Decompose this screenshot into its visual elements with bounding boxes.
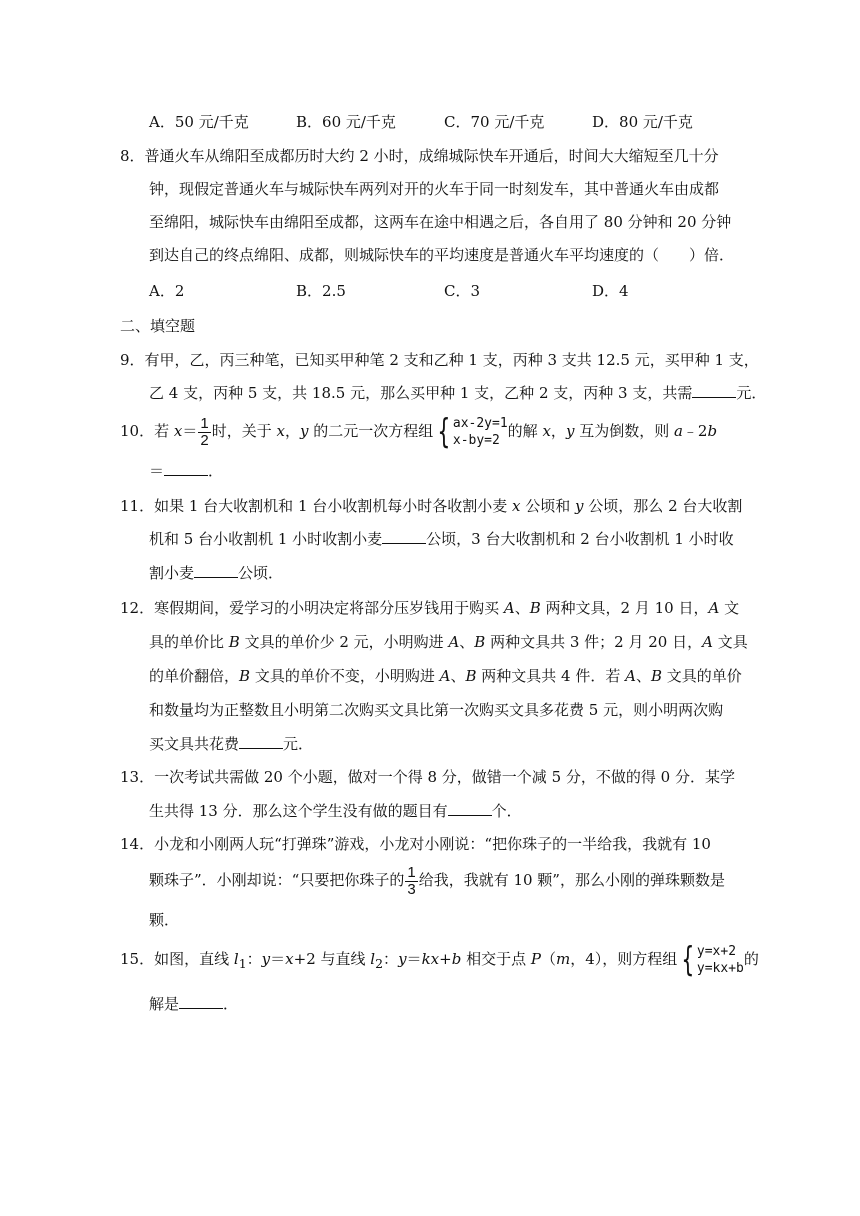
q14-line-2 bbox=[149, 861, 725, 899]
question-number: 14． bbox=[120, 835, 155, 853]
q8-option-a: A．2 bbox=[149, 282, 185, 300]
equation-system bbox=[433, 412, 508, 452]
question-text: 两种文具共 4 件．若 bbox=[476, 667, 626, 685]
question-number: 10． bbox=[120, 422, 155, 440]
question-text: 机和 5 台小收割机 1 小时收割小麦 bbox=[149, 530, 383, 548]
answer-blank[interactable] bbox=[164, 461, 208, 476]
variable: A bbox=[625, 667, 636, 685]
q7-option-d: D．80 元/千克 bbox=[592, 113, 693, 131]
equation: x-by=2 bbox=[452, 433, 500, 448]
question-text: + bbox=[439, 950, 452, 968]
brace-icon: { bbox=[437, 412, 451, 452]
question-number: 13． bbox=[120, 768, 155, 786]
q8-line-1 bbox=[120, 146, 719, 166]
q12-line-3 bbox=[149, 666, 742, 686]
answer-blank[interactable] bbox=[194, 563, 238, 578]
question-text: 的二元一次方程组 bbox=[308, 422, 434, 440]
question-text: 元． bbox=[283, 735, 314, 753]
question-text: 两种文具共 3 件；2 月 20 日， bbox=[485, 633, 703, 651]
variable: x bbox=[276, 422, 285, 440]
question-text: 个． bbox=[491, 802, 522, 820]
subscript: 2 bbox=[375, 956, 384, 971]
question-text: ： bbox=[383, 950, 399, 968]
question-text: 具的单价比 bbox=[149, 633, 229, 651]
question-text: 普通火车从绵阳至成都历时大约 2 小时，成绵城际快车开通后，时间大大缩短至几十分 bbox=[144, 147, 719, 165]
question-number: 9． bbox=[120, 351, 145, 369]
question-text: （ bbox=[540, 950, 556, 968]
q11-line-2 bbox=[149, 529, 734, 549]
question-text: ＝ bbox=[149, 462, 165, 480]
q15-line-2 bbox=[149, 994, 238, 1014]
question-text: +2 与直线 bbox=[293, 950, 371, 968]
question-text: 文 bbox=[719, 599, 740, 617]
question-text: 解是 bbox=[149, 995, 180, 1013]
question-text: 有甲，乙，丙三种笔，已知买甲种笔 2 支和乙种 1 支，丙种 3 支共 12.5 元，买甲种 1 支， bbox=[144, 351, 759, 369]
q8-option-b: B．2.5 bbox=[296, 282, 346, 300]
equation-system bbox=[677, 940, 744, 980]
question-text: 公顷和 bbox=[520, 497, 576, 515]
answer-blank[interactable] bbox=[382, 529, 426, 544]
q13-line-2 bbox=[149, 801, 522, 821]
question-text: ＝ bbox=[182, 422, 198, 440]
q9-line-1 bbox=[120, 350, 759, 370]
variable: x bbox=[542, 422, 551, 440]
equation: y=kx+b bbox=[696, 961, 744, 976]
question-text: ： bbox=[246, 950, 262, 968]
q11-line-3 bbox=[149, 563, 283, 583]
question-text: 、 bbox=[459, 633, 475, 651]
answer-blank[interactable] bbox=[179, 994, 223, 1009]
question-text: 的解 bbox=[507, 422, 543, 440]
question-text: 文具 bbox=[712, 633, 748, 651]
q8-line-2: 钟，现假定普通火车与城际快车两列对开的火车于同一时刻发车，其中普通火车由成都 bbox=[149, 180, 720, 198]
fraction-one-half: $\frac{1}{2}$ bbox=[200, 414, 209, 449]
equation: ax-2y=1 bbox=[452, 416, 508, 431]
question-text: 买文具共花费 bbox=[149, 735, 240, 753]
q13-line-1 bbox=[120, 767, 735, 787]
q7-option-b: B．60 元/千克 bbox=[296, 113, 396, 131]
question-text: 割小麦 bbox=[149, 564, 195, 582]
question-text: 颗珠子”．小刚却说：“只要把你珠子的 bbox=[149, 871, 405, 889]
question-text: ， bbox=[284, 422, 300, 440]
equation: y=x+2 bbox=[696, 944, 737, 959]
answer-blank[interactable] bbox=[239, 734, 283, 749]
variable: l bbox=[233, 950, 239, 968]
question-text: ，4），则方程组 bbox=[570, 950, 678, 968]
variable: B bbox=[650, 667, 662, 685]
question-text: 公顷，3 台大收割机和 2 台小收割机 1 小时收 bbox=[426, 530, 734, 548]
q10-line-1 bbox=[120, 412, 718, 452]
variable: A bbox=[448, 633, 460, 651]
q15-line-1 bbox=[120, 940, 759, 978]
q12-line-4: 和数量均为正整数且小明第二次购买文具比第一次购买文具多花费 5 元，则小明两次购 bbox=[149, 701, 724, 719]
question-number: 12． bbox=[120, 599, 155, 617]
question-text: 乙 4 支，丙种 5 支，共 18.5 元，那么买甲种 1 支，乙种 2 支，丙种 3 支，共需 bbox=[149, 384, 693, 402]
question-text: 相交于点 bbox=[461, 950, 531, 968]
variable: P bbox=[530, 950, 541, 968]
q8-option-d: D．4 bbox=[592, 282, 629, 300]
question-text: 、 bbox=[450, 667, 466, 685]
question-text: 若 bbox=[154, 422, 174, 440]
question-number: 11． bbox=[120, 497, 155, 515]
question-text: 文具的单价不变，小明购进 bbox=[250, 667, 440, 685]
question-text: 两种文具，2 月 10 日， bbox=[540, 599, 709, 617]
variable: b bbox=[707, 422, 718, 440]
answer-blank[interactable] bbox=[692, 383, 736, 398]
fraction-one-third: $\frac{1}{3}$ bbox=[407, 863, 416, 898]
variable: a bbox=[673, 422, 683, 440]
question-number: 8． bbox=[120, 147, 145, 165]
question-text: 时，关于 bbox=[211, 422, 277, 440]
variable: B bbox=[239, 667, 251, 685]
variable: m bbox=[555, 950, 571, 968]
q14-line-3: 颗． bbox=[149, 911, 180, 929]
section-heading: 二、填空题 bbox=[120, 317, 196, 335]
question-text: 元． bbox=[736, 384, 767, 402]
q12-line-2 bbox=[149, 632, 748, 652]
variable: x bbox=[512, 497, 521, 515]
q12-line-5 bbox=[149, 734, 313, 754]
question-text: 的 bbox=[743, 950, 759, 968]
question-text: 寒假期间，爱学习的小明决定将部分压岁钱用于购买 bbox=[154, 599, 504, 617]
question-text: ＝ bbox=[406, 950, 422, 968]
q14-line-1 bbox=[120, 834, 711, 854]
question-text: ﹣2 bbox=[682, 422, 708, 440]
q8-line-4: 到达自己的终点绵阳、成都，则城际快车的平均速度是普通火车平均速度的（ ）倍． bbox=[149, 246, 735, 264]
question-text: 互为倒数，则 bbox=[574, 422, 674, 440]
question-text: 生共得 13 分．那么这个学生没有做的题目有 bbox=[149, 802, 448, 820]
brace-icon: { bbox=[681, 940, 695, 980]
question-text: 的单价翻倍， bbox=[149, 667, 240, 685]
variable: b bbox=[451, 950, 462, 968]
variable: l bbox=[370, 950, 376, 968]
q10-line-2 bbox=[149, 461, 223, 481]
question-text: 一次考试共需做 20 个小题，做对一个得 8 分，做错一个减 5 分，不做的得 0 分．某学 bbox=[154, 768, 735, 786]
question-text: 小龙和小刚两人玩“打弹珠”游戏，小龙对小刚说：“把你珠子的一半给我，我就有 10 bbox=[154, 835, 711, 853]
question-text: ＝ bbox=[270, 950, 286, 968]
variable: B bbox=[465, 667, 477, 685]
variable: B bbox=[228, 633, 240, 651]
q8-option-c: C．3 bbox=[444, 282, 481, 300]
variable: kx bbox=[421, 950, 440, 968]
variable: y bbox=[565, 422, 575, 440]
variable: A bbox=[503, 599, 515, 617]
question-text: 公顷，那么 2 台大收割 bbox=[583, 497, 743, 515]
q8-line-3: 至绵阳，城际快车由绵阳至成都，这两车在途中相遇之后，各自用了 80 分钟和 20 分钟 bbox=[149, 213, 732, 231]
variable: x bbox=[285, 950, 294, 968]
question-text: 、 bbox=[514, 599, 530, 617]
question-text: 公顷． bbox=[238, 564, 284, 582]
subscript: 1 bbox=[238, 956, 247, 971]
variable: B bbox=[474, 633, 486, 651]
question-text: 如果 1 台大收割机和 1 台小收割机每小时各收割小麦 bbox=[154, 497, 513, 515]
variable: A bbox=[702, 633, 713, 651]
question-text: 文具的单价 bbox=[662, 667, 742, 685]
question-text: 给我，我就有 10 颗”，那么小刚的弹珠颗数是 bbox=[418, 871, 725, 889]
variable: y bbox=[398, 950, 407, 968]
q11-line-1 bbox=[120, 496, 742, 516]
variable: A bbox=[708, 599, 720, 617]
question-text: ， bbox=[550, 422, 566, 440]
variable: y bbox=[575, 497, 584, 515]
question-text: ． bbox=[223, 995, 239, 1013]
question-text: 如图，直线 bbox=[154, 950, 234, 968]
variable: x bbox=[173, 422, 183, 440]
variable: B bbox=[529, 599, 541, 617]
question-text: ． bbox=[208, 462, 224, 480]
variable: y bbox=[261, 950, 271, 968]
q7-option-a: A．50 元/千克 bbox=[149, 113, 249, 131]
q12-line-1 bbox=[120, 598, 739, 618]
variable: A bbox=[439, 667, 451, 685]
variable: y bbox=[299, 422, 309, 440]
q9-line-2 bbox=[149, 383, 766, 403]
question-number: 15． bbox=[120, 950, 155, 968]
answer-blank[interactable] bbox=[448, 801, 492, 816]
question-text: 、 bbox=[635, 667, 651, 685]
q7-option-c: C．70 元/千克 bbox=[444, 113, 545, 131]
question-text: 文具的单价少 2 元，小明购进 bbox=[239, 633, 449, 651]
